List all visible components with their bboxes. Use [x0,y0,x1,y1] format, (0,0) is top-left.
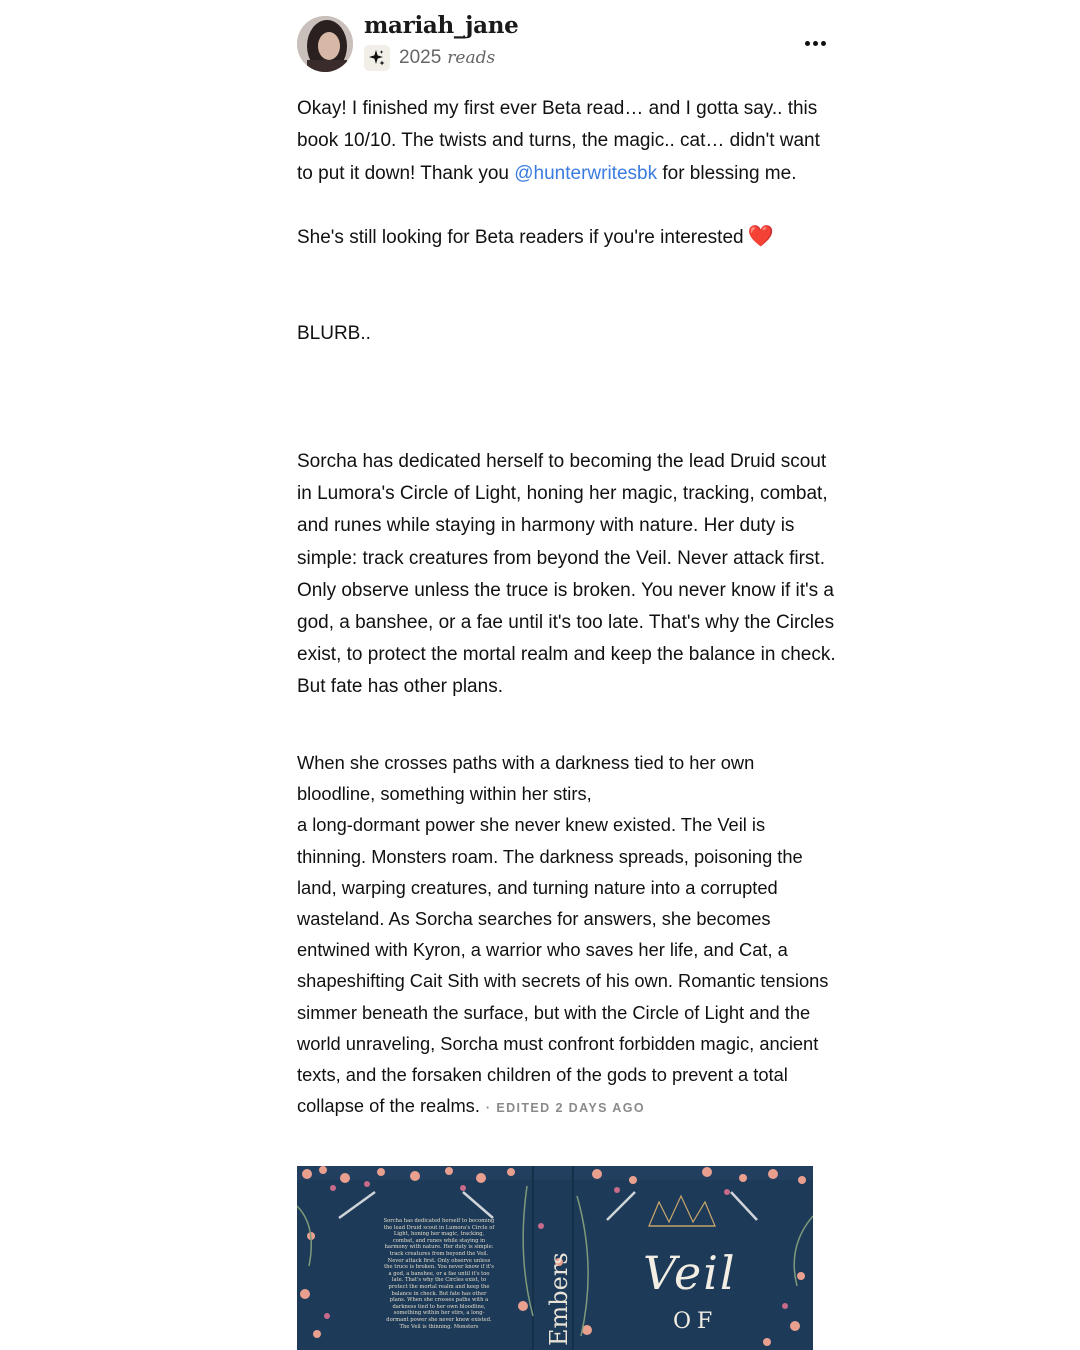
mention-link[interactable]: @hunterwritesbk [514,162,658,184]
reads-info [364,45,495,71]
more-dots-icon [805,41,810,46]
post-paragraph-3: Sorcha has dedicated herself to becoming the lead Druid scout in Lumora's Circle of Light, honing her magic, tracking, combat, and runes while staying in harmony with nature. Her duty is simple: track creatures from beyond the Veil. Never attack first. Only observe unless the truce is broken. You never know if it's a god, a banshee, or a fae until it's too late. That's why the Circles exist, to protect the mortal realm and keep the balance in check. But fate has other plans. [297,451,836,698]
post-paragraph-1: Okay! I finished my first ever Beta read… and I gotta say.. this book 10/10. The twists and turns, the magic.. cat… didn't want to put it down! Thank you @hunterwritesbk for blessing me. [297,98,820,184]
heart-emoji: ❤️ [747,225,774,248]
reads-count: 2025 [399,47,442,68]
post-paragraph-4: When she crosses paths with a darkness tied to her own bloodline, something within her stirs, a long-dormant power she never knew existed. The Veil is thinning. Monsters roam. The darkness spreads, poisoning the land, warping creatures, and turning nature into a corrupted wasteland. As Sorcha searches for answers, she becomes entwined with Kyron, a warrior who saves her life, and Cat, a shapeshifting Cait Sith with secrets of his own. Romantic tensions simmer beneath the surface, but with the Circle of Light and the world unraveling, Sorcha must confront forbidden magic, ancient texts, and the forsaken children of the gods to prevent a total collapse of the realms. · EDITED 2 DAYS AGO [297,752,829,1117]
edited-timestamp: · EDITED 2 DAYS AGO [485,1101,645,1116]
sparkle-icon [364,45,390,71]
more-options-button[interactable] [797,30,833,56]
cover-title-of: OF [673,1309,719,1334]
cover-title: Veil [643,1246,737,1300]
reads-label: reads [447,48,496,68]
blurb-heading: BLURB.. [297,323,371,344]
spine-title: Embers [545,1252,573,1346]
post-paragraph-2: She's still looking for Beta readers if you're interested ❤️ [297,225,774,248]
back-cover-blurb: Sorcha has dedicated herself to becoming the lead Druid scout in Lumora's Circle of Light, honing her magic, tracking, combat, and runes while staying in harmony with nature. Her duty is simple: track creatures from beyond the Veil. Never attack first. Only observe unless the truce is broken. You never know if it's a god, a banshee, or a fae until it's too late. That's why the Circles exist, to protect the mortal realm and keep the balance in check. But fate has other plans. When she crosses paths with a darkness tied to her own bloodline, something within her stirs, a long-dormant power she never knew existed. The Veil is thinning. Monsters [383,1218,495,1330]
username[interactable]: mariah_jane [364,12,519,39]
avatar[interactable] [297,16,353,72]
book-cover-image[interactable] [297,1166,813,1350]
